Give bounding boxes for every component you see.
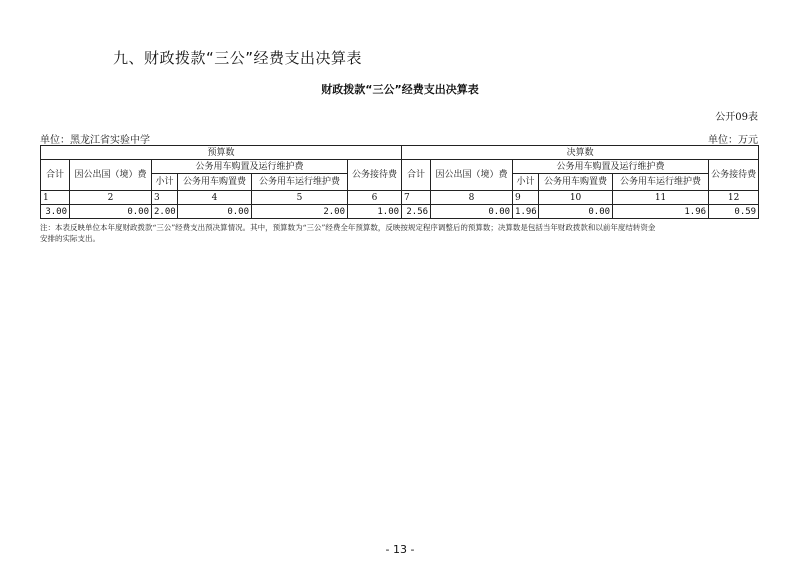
budget-subtotal-value: 2.00 xyxy=(152,205,178,219)
table-title: 财政拨款“三公”经费支出决算表 xyxy=(321,83,479,96)
budget-total-header: 合计 xyxy=(41,160,70,191)
actual-abroad-value: 0.00 xyxy=(431,205,513,219)
budget-purchase-header: 公务用车购置费 xyxy=(178,174,252,191)
actual-purchase-value: 0.00 xyxy=(539,205,613,219)
actual-operation-value: 1.96 xyxy=(613,205,709,219)
table-note xyxy=(40,222,758,244)
budget-subtotal-header: 小计 xyxy=(152,174,178,191)
budget-vehicle-header: 公务用车购置及运行维护费 xyxy=(152,160,348,174)
budget-abroad-header: 因公出国（境）费 xyxy=(70,160,152,191)
budget-purchase-value: 0.00 xyxy=(178,205,252,219)
note-line: 注：本表反映单位本年度财政拨款“三公”经费支出预决算情况。其中，预算数为“三公”经费全年预算数，反映按规定程序调整后的预算数；决算数是包括当年财政拨款和以前年度结转资金 xyxy=(40,223,656,232)
column-number: 4 xyxy=(178,191,252,205)
budget-abroad-value: 0.00 xyxy=(70,205,152,219)
column-number: 8 xyxy=(431,191,513,205)
budget-operation-header: 公务用车运行维护费 xyxy=(252,174,348,191)
column-number: 1 xyxy=(41,191,70,205)
column-number: 7 xyxy=(402,191,431,205)
actual-abroad-header: 因公出国（境）费 xyxy=(431,160,513,191)
actual-vehicle-header: 公务用车购置及运行维护费 xyxy=(513,160,709,174)
budget-total-value: 3.00 xyxy=(41,205,70,219)
column-number: 5 xyxy=(252,191,348,205)
actual-purchase-header: 公务用车购置费 xyxy=(539,174,613,191)
actual-subtotal-value: 1.96 xyxy=(513,205,539,219)
column-number: 12 xyxy=(709,191,759,205)
column-number: 6 xyxy=(348,191,402,205)
page-heading: 九、财政拨款“三公”经费支出决算表 xyxy=(113,49,363,67)
note-line: 安排的实际支出。 xyxy=(40,234,100,243)
column-number: 11 xyxy=(613,191,709,205)
column-number: 2 xyxy=(70,191,152,205)
three-public-expenses-table xyxy=(40,145,759,219)
currency-unit: 单位：万元 xyxy=(708,135,758,146)
unit-row xyxy=(40,131,758,145)
budget-group-header: 预算数 xyxy=(41,146,402,160)
actual-reception-value: 0.59 xyxy=(709,205,759,219)
budget-reception-value: 1.00 xyxy=(348,205,402,219)
form-code: 公开09表 xyxy=(715,112,758,123)
page-number: - 13 - xyxy=(385,543,415,556)
budget-reception-header: 公务接待费 xyxy=(348,160,402,191)
column-number: 10 xyxy=(539,191,613,205)
actual-total-value: 2.56 xyxy=(402,205,431,219)
organization-unit: 单位：黑龙江省实验中学 xyxy=(40,135,150,146)
column-number: 9 xyxy=(513,191,539,205)
actual-total-header: 合计 xyxy=(402,160,431,191)
budget-operation-value: 2.00 xyxy=(252,205,348,219)
actual-subtotal-header: 小计 xyxy=(513,174,539,191)
data-row xyxy=(41,205,759,219)
column-number-row xyxy=(41,191,759,205)
actual-reception-header: 公务接待费 xyxy=(709,160,759,191)
column-number: 3 xyxy=(152,191,178,205)
actual-group-header: 决算数 xyxy=(402,146,759,160)
actual-operation-header: 公务用车运行维护费 xyxy=(613,174,709,191)
